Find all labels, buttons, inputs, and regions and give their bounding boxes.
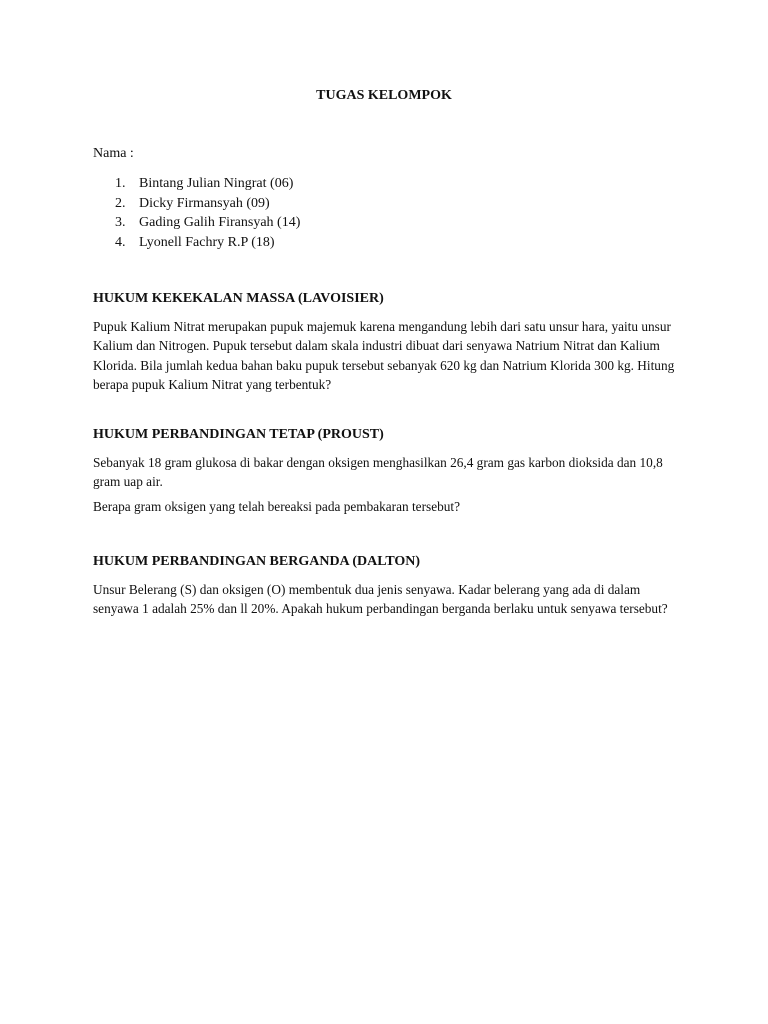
section-paragraph: Sebanyak 18 gram glukosa di bakar dengan oksigen menghasilkan 26,4 gram gas karbon dioksida dan 10,8 gram uap air.	[93, 455, 663, 490]
list-number: 2.	[115, 195, 126, 211]
section-dalton	[93, 553, 683, 619]
member-name: Dicky Firmansyah (09)	[139, 195, 270, 211]
nama-label: Nama :	[93, 146, 134, 161]
member-list	[93, 174, 300, 252]
list-number: 3.	[115, 215, 126, 231]
section-proust	[93, 426, 683, 516]
section-paragraph: Berapa gram oksigen yang telah bereaksi pada pembakaran tersebut?	[93, 498, 460, 514]
list-number: 1.	[115, 176, 126, 191]
list-item	[93, 213, 300, 233]
list-number: 4.	[115, 234, 126, 250]
member-name: Bintang Julian Ningrat (06)	[139, 176, 294, 191]
section-paragraph: Unsur Belerang (S) dan oksigen (O) membentuk dua jenis senyawa. Kadar belerang yang ada di dalam senyawa 1 adalah 25% dan ll 20%. Apakah hukum perbandingan berganda berlaku untuk senyawa tersebut?	[93, 582, 668, 617]
document-title: TUGAS KELOMPOK	[316, 88, 452, 103]
section-heading: HUKUM KEKEKALAN MASSA (LAVOISIER)	[93, 291, 384, 306]
list-item	[93, 194, 300, 214]
section-lavoisier	[93, 290, 683, 394]
member-name: Gading Galih Firansyah (14)	[139, 215, 301, 231]
list-item	[93, 233, 300, 253]
section-heading: HUKUM PERBANDINGAN BERGANDA (DALTON)	[93, 554, 421, 569]
list-item	[93, 174, 300, 194]
member-name: Lyonell Fachry R.P (18)	[139, 234, 275, 250]
section-heading: HUKUM PERBANDINGAN TETAP (PROUST)	[93, 427, 384, 442]
section-paragraph: Pupuk Kalium Nitrat merupakan pupuk majemuk karena mengandung lebih dari satu unsur hara, yaitu unsur Kalium dan Nitrogen. Pupuk tersebut dalam skala industri dibuat dari senyawa Natrium Nitrat dan Kalium Klorida. Bila jumlah kedua bahan baku pupuk tersebut sebanyak 620 kg dan Natrium Klorida 300 kg. Hitung berapa pupuk Kalium Nitrat yang terbentuk?	[93, 319, 675, 392]
